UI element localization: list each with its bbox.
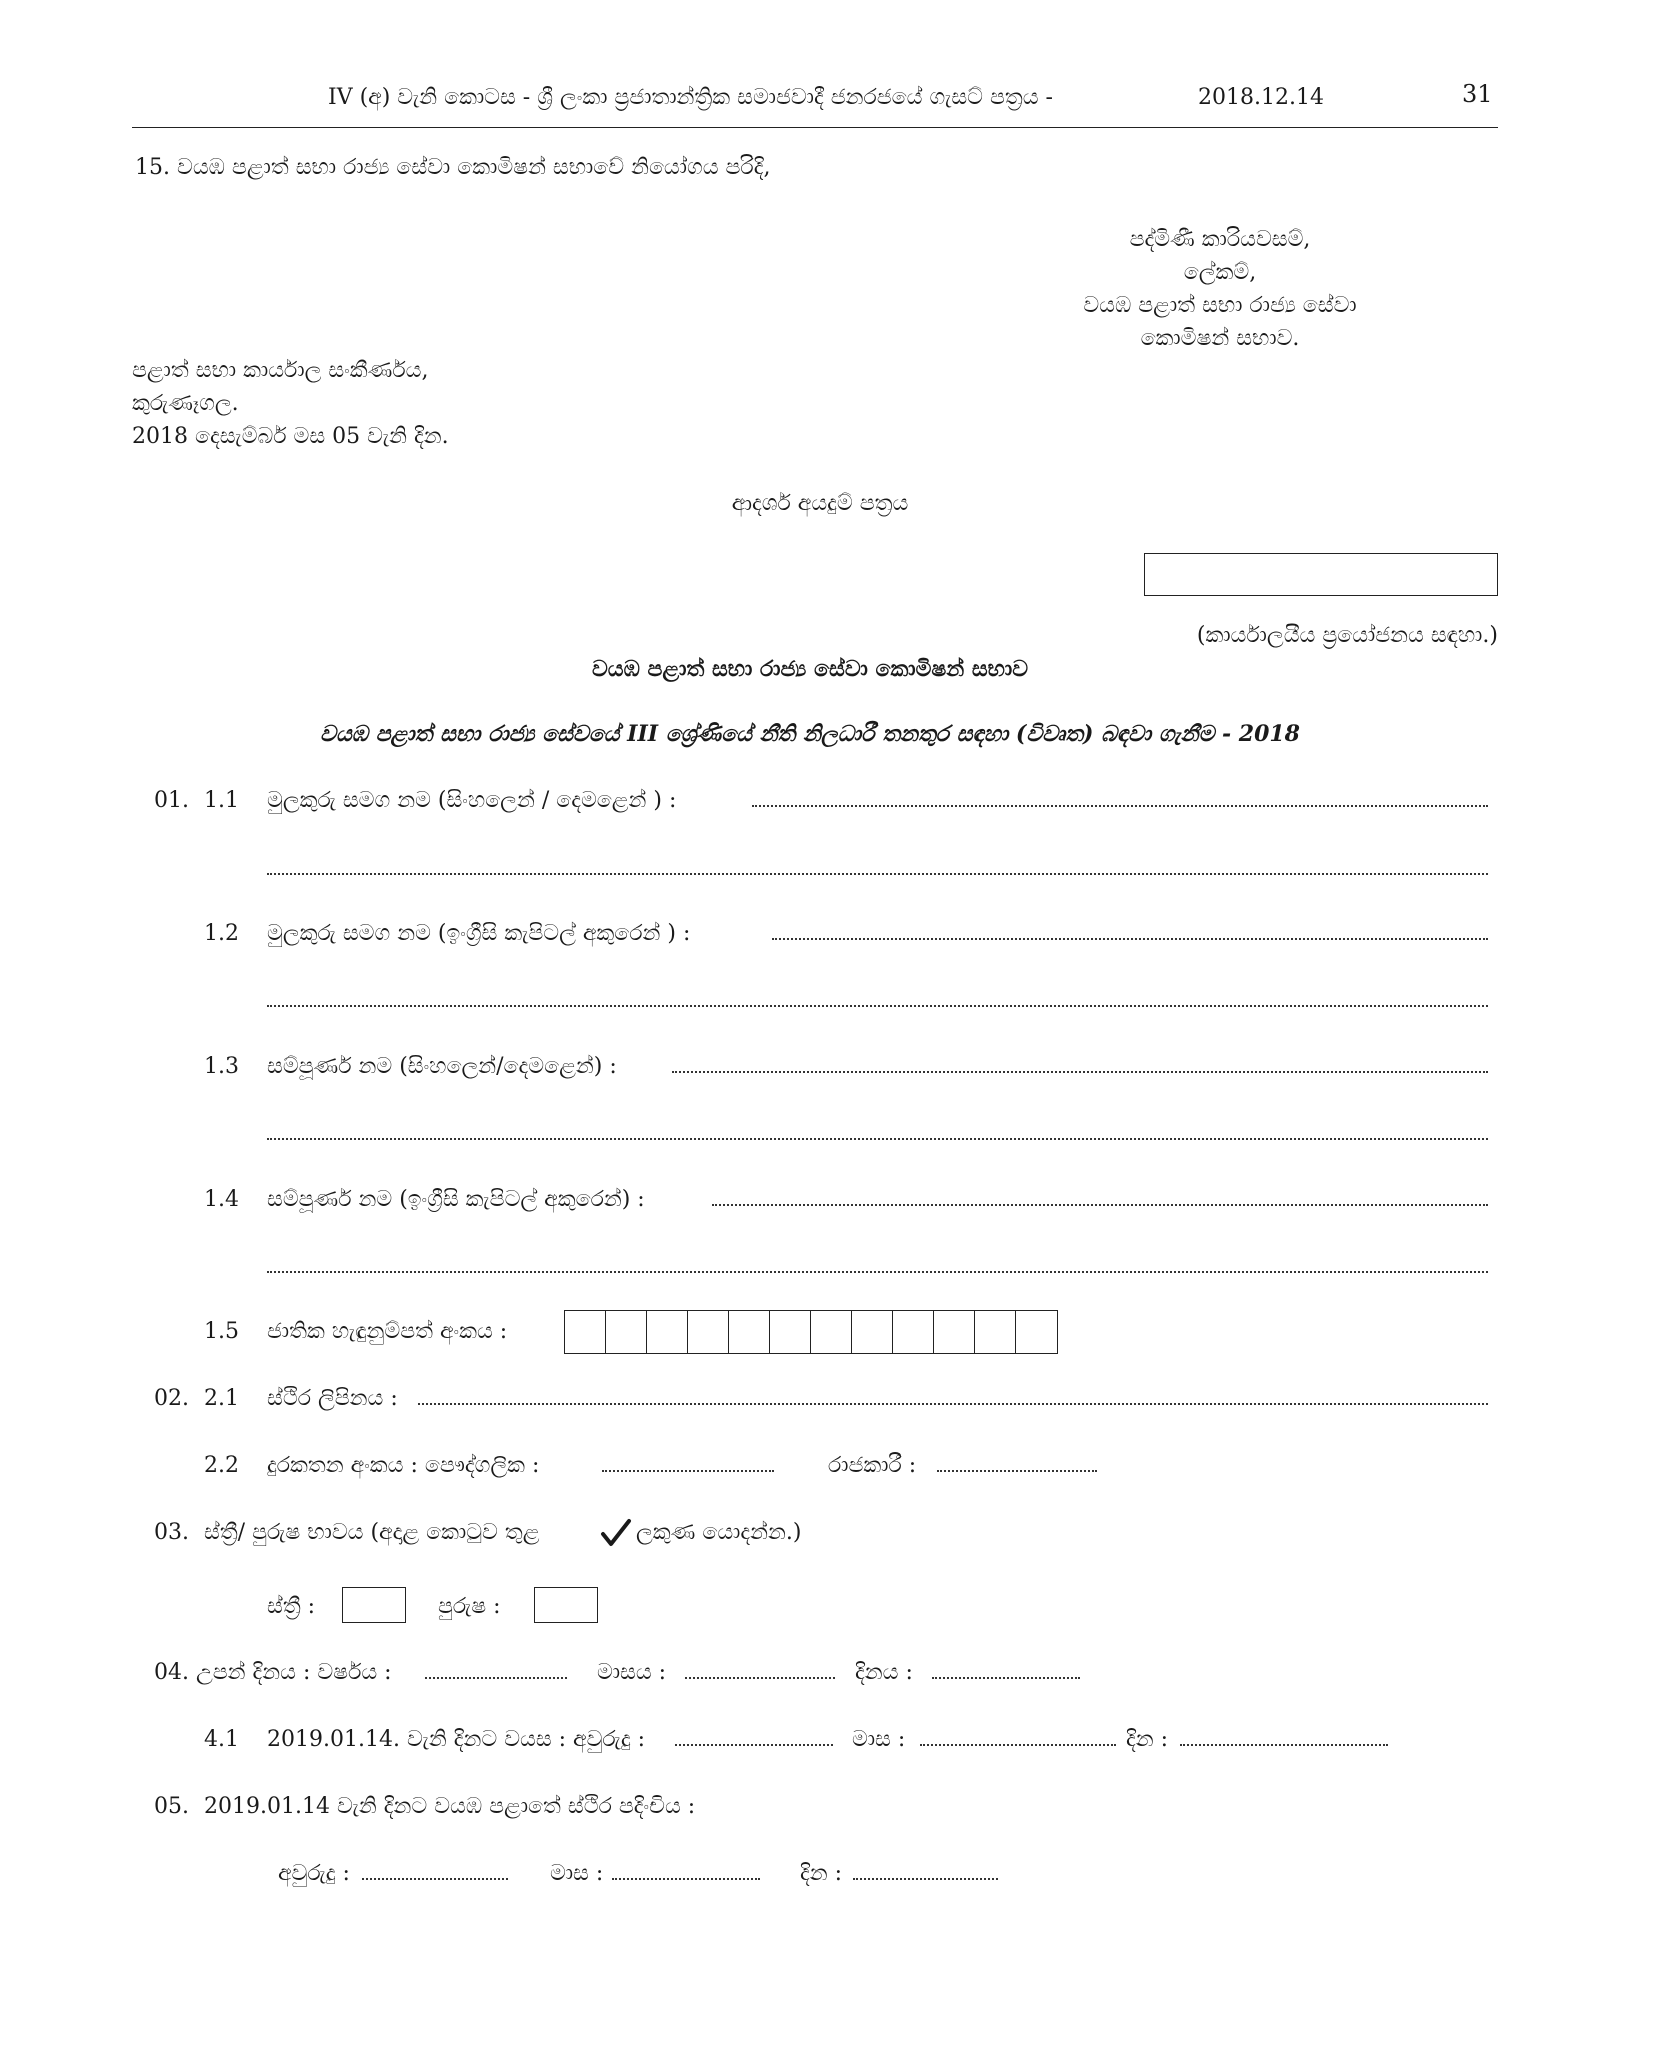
dob-day-label: දිනය : bbox=[855, 1660, 913, 1685]
field-1-2-line[interactable] bbox=[772, 938, 1488, 940]
age-month-label: මාස : bbox=[852, 1727, 906, 1752]
field-1-4-line[interactable] bbox=[712, 1204, 1488, 1206]
nic-box[interactable] bbox=[729, 1311, 770, 1353]
field-1-3-label: සම්පූර්ණ නම (සිංහලෙන්/දෙමළෙන්) : bbox=[267, 1054, 617, 1079]
residence-years-line[interactable] bbox=[362, 1878, 508, 1880]
nic-box[interactable] bbox=[975, 1311, 1016, 1353]
field-1-4-number: 1.4 bbox=[204, 1187, 239, 1212]
nic-box[interactable] bbox=[647, 1311, 688, 1353]
age-days-line[interactable] bbox=[1180, 1744, 1388, 1746]
field-1-1-line[interactable] bbox=[752, 805, 1488, 807]
form-subtitle: වයඹ පළාත් සභා රාජ්‍ය සේවයේ III ශ්‍රේණියේ නීති නිලධාරී තනතුර සඳහා (විවෘත) බඳවා ගැනීම - 2018 bbox=[320, 721, 1300, 747]
nic-box[interactable] bbox=[770, 1311, 811, 1353]
section-02-number: 02. bbox=[154, 1386, 189, 1411]
nic-number-boxes[interactable] bbox=[564, 1310, 1058, 1354]
field-2-1-number: 2.1 bbox=[204, 1386, 239, 1411]
field-2-2-number: 2.2 bbox=[204, 1453, 239, 1478]
field-2-1-line[interactable] bbox=[418, 1403, 1488, 1405]
commission-title: වයඹ පළාත් සභා රාජ්‍ය සේවා කොමිෂන් සභාව bbox=[591, 656, 1029, 682]
signatory-org-line1: වයඹ පළාත් සභා රාජ්‍ය සේවා bbox=[1083, 293, 1357, 318]
field-4-dob-label: 04. උපන් දිනය : වර්ෂය : bbox=[154, 1660, 392, 1685]
field-5-label: 2019.01.14 වැනි දිනට වයඹ පළාතේ ස්ථිර පදිංචිය : bbox=[204, 1794, 696, 1819]
residence-months-line[interactable] bbox=[612, 1878, 760, 1880]
field-1-2-label: මුලකුරු සමග නම (ඉංග්‍රීසි කැපිටල් අකුරෙන් ) : bbox=[267, 921, 691, 946]
field-1-1-label: මුලකුරු සමග නම (සිංහලෙන් / දෙමළෙන් ) : bbox=[267, 788, 677, 813]
field-2-2-personal-line[interactable] bbox=[602, 1470, 774, 1472]
check-mark-icon bbox=[600, 1518, 632, 1548]
female-checkbox[interactable] bbox=[342, 1587, 406, 1623]
residence-days-line[interactable] bbox=[853, 1878, 998, 1880]
nic-box[interactable] bbox=[811, 1311, 852, 1353]
field-2-2-label: දුරකතන අංකය : පෞද්ගලික : bbox=[267, 1453, 540, 1478]
dob-month-label: මාසය : bbox=[597, 1660, 667, 1685]
address-line2: කුරුණෑගල. bbox=[132, 391, 239, 416]
header-date: 2018.12.14 bbox=[1198, 85, 1324, 110]
field-1-1-number: 1.1 bbox=[204, 788, 239, 813]
section-05-number: 05. bbox=[154, 1794, 189, 1819]
residence-days-label: දින : bbox=[800, 1861, 843, 1886]
dob-day-line[interactable] bbox=[932, 1677, 1080, 1679]
field-1-4-line-2[interactable] bbox=[267, 1271, 1488, 1273]
field-1-5-label: ජාතික හැඳුනුම්පත් අංකය : bbox=[267, 1319, 508, 1344]
field-1-3-line-2[interactable] bbox=[267, 1138, 1488, 1140]
age-years-line[interactable] bbox=[675, 1744, 833, 1746]
field-1-2-line-2[interactable] bbox=[267, 1005, 1488, 1007]
field-3-label-a: ස්ත්‍රී/ පුරුෂ භාවය (අදාළ කොටුව තුළ bbox=[204, 1520, 540, 1545]
field-1-4-label: සම්පූර්ණ නම (ඉංග්‍රීසි කැපිටල් අකුරෙන්) : bbox=[267, 1187, 645, 1212]
section-01-number: 01. bbox=[154, 788, 189, 813]
header-title: IV (අ) වැනි කොටස - ශ්‍රී ලංකා ප්‍රජාතාන්ත්‍රික සමාජවාදී ජනරජයේ ගැසට් පත්‍රය - bbox=[328, 85, 1053, 110]
signatory-name: පද්මිණී කාරියවසම්, bbox=[1129, 227, 1311, 252]
field-3-label-b: ලකුණ යොදන්න.) bbox=[636, 1520, 802, 1545]
residence-years-label: අවුරුදු : bbox=[278, 1861, 350, 1886]
nic-box[interactable] bbox=[852, 1311, 893, 1353]
nic-box[interactable] bbox=[1016, 1311, 1057, 1353]
address-line1: පළාත් සභා කාර්යාල සංකීර්ණය, bbox=[132, 358, 429, 383]
field-4-1-label: 2019.01.14. වැනි දිනට වයස : අවුරුදු : bbox=[267, 1727, 645, 1752]
section-03-number: 03. bbox=[154, 1520, 189, 1545]
signatory-org-line2: කොමිෂන් සභාව. bbox=[1140, 326, 1300, 351]
field-1-3-number: 1.3 bbox=[204, 1054, 239, 1079]
field-4-1-number: 4.1 bbox=[204, 1727, 239, 1752]
field-1-1-line-2[interactable] bbox=[267, 873, 1488, 875]
nic-box[interactable] bbox=[934, 1311, 975, 1353]
age-day-label: දින : bbox=[1126, 1727, 1169, 1752]
dob-month-line[interactable] bbox=[685, 1677, 835, 1679]
office-use-note: (කාර්යාලයීය ප්‍රයෝජනය සඳහා.) bbox=[1196, 623, 1498, 648]
order-text: වයඹ පළාත් සභා රාජ්‍ය සේවා කොමිෂන් සභාවේ නියෝගය පරිදි, bbox=[177, 155, 771, 180]
field-2-2-office-label: රාජකාරී : bbox=[828, 1453, 917, 1478]
male-checkbox[interactable] bbox=[534, 1587, 598, 1623]
field-2-2-office-line[interactable] bbox=[937, 1470, 1097, 1472]
nic-box[interactable] bbox=[893, 1311, 934, 1353]
order-number: 15. bbox=[135, 155, 170, 180]
header-rule bbox=[132, 127, 1498, 128]
address-line3: 2018 දෙසැම්බර් මස 05 වැනි දින. bbox=[132, 424, 449, 449]
form-heading: ආදර්ශ අයදුම් පත්‍රය bbox=[731, 491, 909, 516]
dob-year-line[interactable] bbox=[425, 1677, 567, 1679]
page-number: 31 bbox=[1462, 80, 1493, 108]
nic-box[interactable] bbox=[688, 1311, 729, 1353]
field-1-3-line[interactable] bbox=[672, 1071, 1488, 1073]
female-label: ස්ත්‍රී : bbox=[267, 1594, 316, 1619]
male-label: පුරුෂ : bbox=[438, 1594, 501, 1619]
field-2-1-label: ස්ථිර ලිපිනය : bbox=[267, 1386, 398, 1411]
nic-box[interactable] bbox=[565, 1311, 606, 1353]
field-1-2-number: 1.2 bbox=[204, 921, 239, 946]
signatory-title: ලේකම්, bbox=[1183, 260, 1257, 285]
office-use-box bbox=[1144, 553, 1498, 596]
nic-box[interactable] bbox=[606, 1311, 647, 1353]
age-months-line[interactable] bbox=[920, 1744, 1116, 1746]
field-1-5-number: 1.5 bbox=[204, 1319, 239, 1344]
residence-months-label: මාස : bbox=[550, 1861, 604, 1886]
